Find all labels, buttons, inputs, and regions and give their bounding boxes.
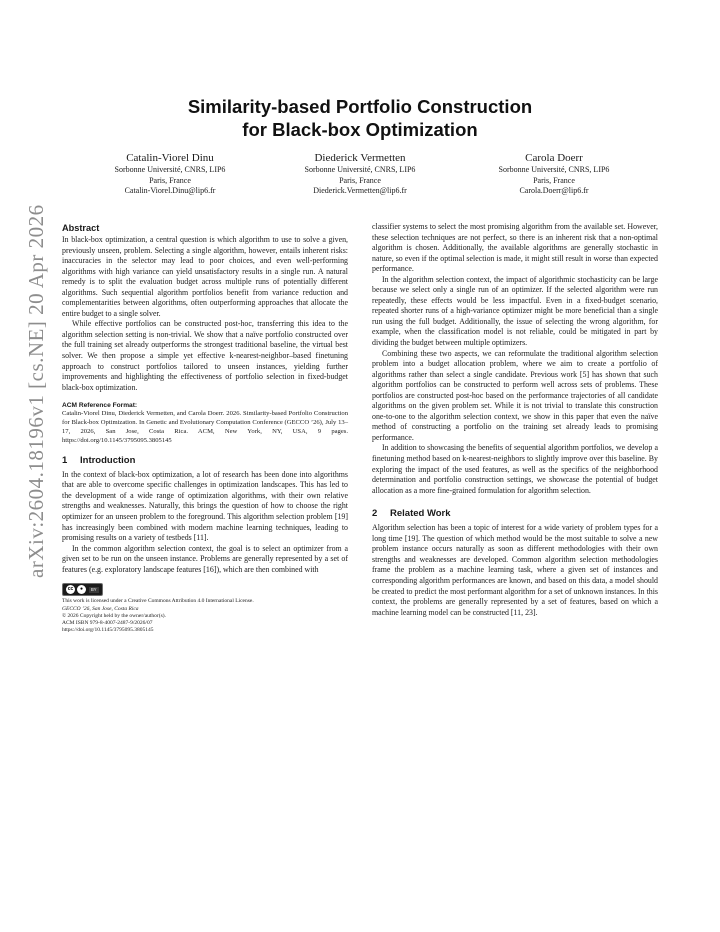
section-heading-introduction: [62, 455, 348, 467]
author-email[interactable]: Catalin-Viorel.Dinu@lip6.fr: [124, 186, 216, 196]
license-statement: This work is licensed under a Creative Commons Attribution 4.0 International License.: [62, 598, 254, 605]
author-affiliation: Sorbonne Université, CNRS, LIP6: [114, 165, 226, 174]
acm-reference-text: Catalin-Viorel Dinu, Diederick Vermetten, and Carola Doerr. 2026. Similarity-based Portfolio Construction for Black-box Optimization. In Genetic and Evolutionary Computation Conference (GECCO ’26), July 13–17, 2026, San Jose, Costa Rica. ACM, New York, NY, USA, 9 pages. https://doi.org/10.1145/3795095.3805145: [62, 410, 348, 444]
intro-paragraph: In addition to showcasing the benefits of sequential algorithm portfolios, we develop a finetuning method based on k-nearest-neighbors to slightly improve over this baseline. By exploring the impact of the used features, as well as the specifics of the neighborhood determination and portfolio construction settings, we showcase the potential of budget allocation as a more fine-grained formulation for algorithm selection.: [372, 443, 658, 495]
author-location: Paris, France: [339, 175, 381, 185]
section-number: 2: [372, 508, 378, 520]
cc-icon: cc: [67, 586, 74, 593]
section-heading-related-work: [372, 508, 658, 520]
attribution-person-icon: ●: [77, 585, 86, 594]
section-title: Related Work: [390, 508, 451, 520]
abstract-paragraph: In black-box optimization, a central question is which algorithm to use to solve a given, previously unseen, problem. Selecting a single algorithm, however, entails inherent risks: inaccuracies in the selector may lead to poor choices, and even well-performing algorithms with high variance can yield unsatisfactory results in a single run. A natural remedy is to split the evaluation budget across multiple runs of potentially different algorithms. Such sequential algorithm portfolios benefit from variance reduction and complementarities between algorithms, often outperforming approaches that allocate the entire budget to a single solver.: [62, 235, 348, 318]
author-name: Catalin-Viorel Dinu: [126, 152, 214, 164]
paper-title-line-2: for Black-box Optimization: [242, 119, 478, 140]
intro-paragraph: classifier systems to select the most promising algorithm from the available set. However, these selection techniques are not perfect, so there is an inherent risk that a non-optimal algorithm is chosen. Additionally, the available algorithms are generally stochastic in nature, so even if the optimal selection is made, it might still result in worse than expected performance.: [372, 222, 658, 274]
author-location: Paris, France: [533, 175, 575, 185]
abstract-paragraph: While effective portfolios can be constructed post-hoc, transferring this idea to the algorithm selection setting is non-trivial. We show that a naïve portfolio constructed over the full training set already outperforms the strongest traditional baseline, the virtual best solver. We then propose a simple yet effective k-nearest-neighbor–based finetuning approach to construct portfolios tailored to unseen instances, yielding further improvements and highlighting the effectiveness of portfolio selection in fixed-budget black-box optimization.: [62, 319, 348, 392]
author-affiliation: Sorbonne Université, CNRS, LIP6: [304, 165, 416, 174]
right-column: [372, 222, 658, 618]
author-block-3: [444, 151, 664, 197]
related-work-paragraph: Algorithm selection has been a topic of interest for a wide variety of problem types for a long time [19]. The question of which method would be the most suitable to solve a new problem instance occurs naturally as soon as different methodologies with their own strengths and weaknesses are developed. Common algorithm selection methodologies frame the problem as a machine learning task, where a given set of instances and corresponding algorithm performances are known, and based on this data, a model should be created to predict the most performant algorithm for a set of unknown instances. In this context, the problems are generally represented by a set of features, based on which a machine learning model can be constructed [11, 23].: [372, 523, 658, 617]
author-name: Carola Doerr: [525, 152, 583, 164]
intro-paragraph: In the common algorithm selection context, the goal is to select an optimizer from a given set to be run on the unseen instance. Problems are generally represented by a set of features (e.g. exploratory landscape features [16]), which are then combined with: [62, 543, 348, 574]
author-name: Diederick Vermetten: [314, 152, 406, 164]
intro-paragraph: In the context of black-box optimization, a lot of research has been done into algorithms that are able to overcome specific challenges in optimization landscapes. This has led to the development of a wide range of optimization algorithms, with their own relative strengths and weaknesses. Naturally, this brings the question of how to choose the right optimizer for an unseen problem to the foreground. This algorithm selection problem [19] has increasingly been combined with modern machine learning techniques, leading to promising results on a variety of testbeds [11].: [62, 469, 348, 543]
author-block-2: [250, 151, 470, 197]
author-block-1: [60, 151, 280, 197]
author-affiliation: Sorbonne Université, CNRS, LIP6: [498, 165, 610, 174]
abstract-heading: Abstract: [62, 223, 100, 233]
isbn-line: ACM ISBN 979-8-4007-2487-9/2026/07: [62, 619, 153, 626]
doi-link[interactable]: https://doi.org/10.1145/3795095.3805145: [62, 627, 154, 634]
arxiv-identifier[interactable]: arXiv:2604.18196v1 [cs.NE] 20 Apr 2026: [24, 204, 48, 578]
left-column: [62, 222, 348, 634]
conference-venue: GECCO ’26, San Jose, Costa Rica: [62, 605, 139, 612]
license-footnote: [62, 598, 348, 634]
section-number: 1: [62, 454, 68, 466]
author-email[interactable]: Diederick.Vermetten@lip6.fr: [313, 186, 407, 196]
author-email[interactable]: Carola.Doerr@lip6.fr: [519, 186, 589, 196]
creative-commons-badge[interactable]: [62, 583, 103, 596]
acm-reference-heading: ACM Reference Format:: [62, 402, 138, 410]
intro-paragraph: Combining these two aspects, we can reformulate the traditional algorithm selection problem into a budget allocation problem, where we aim to create a portfolio of algorithms rather than select a single candidate. Previous work [5] has shown that such algorithm portfolios can be constructed to perform well across sets of problems. These portfolios are constructed post-hoc based on the performance trajectories of all candidate algorithms on the given problem set. While it is not trivial to translate this construction one-to-one to the algorithm selection context, we show in this paper that even the naïve method of constructing a portfolio on the training set already leads to promising performance.: [372, 348, 658, 442]
paper-title-line-1: Similarity-based Portfolio Construction: [187, 96, 533, 117]
cc-by-label: BY: [91, 586, 97, 592]
author-location: Paris, France: [149, 175, 191, 185]
intro-paragraph: In the algorithm selection context, the impact of algorithmic stochasticity can be large because we select only a single run of an optimizer. If the selected algorithm were run repeatedly, these effects would be less impactful. Even in a fixed-budget scenario, repeated shorter runs of a high-variance optimizer might be more beneficial than a single run using the full budget. Additionally, the issue of selecting the wrong algorithm, for example, when the classification model is not reliable, could be mitigated in part by dividing the budget between multiple optimizers.: [372, 274, 658, 348]
copyright-line: © 2026 Copyright held by the owner/author(s).: [62, 612, 166, 619]
section-title: Introduction: [80, 454, 136, 466]
